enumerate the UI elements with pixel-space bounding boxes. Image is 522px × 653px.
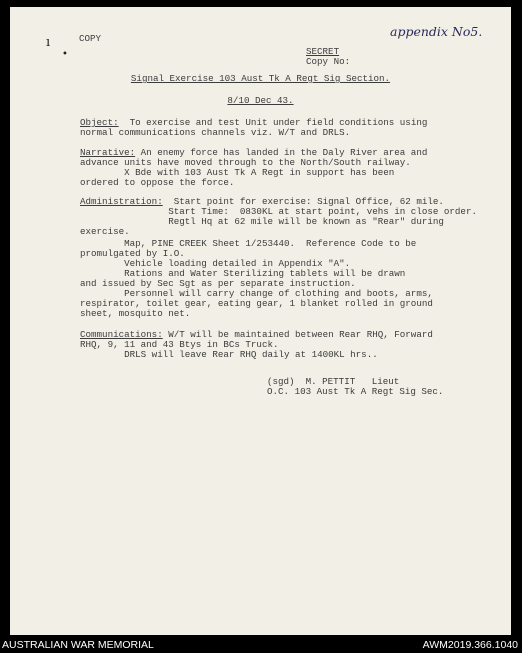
narrative-line: X Bde with 103 Aust Tk A Regt in support has been (80, 167, 395, 178)
communications-line: RHQ, 9, 11 and 43 Btys in BCs Truck. (80, 339, 279, 350)
narrative-heading: Narrative: (80, 147, 136, 158)
administration-line: promulgated by I.O. (80, 248, 185, 259)
footer-accession-number: AWM2019.366.1040 (422, 639, 518, 651)
signature-title: O.C. 103 Aust Tk A Regt Sig Sec. (267, 386, 444, 397)
secret-classification: SECRET (306, 46, 340, 57)
narrative-line: An enemy force has landed in the Daly River area and (135, 147, 428, 158)
administration-line: Map, PINE CREEK Sheet 1/253440. Reference Code to be (80, 238, 417, 249)
administration-line: sheet, mosquito net. (80, 308, 191, 319)
object-line: normal communications channels viz. W/T and DRLS. (80, 127, 351, 138)
handwritten-appendix-note: appendix No5. (390, 24, 483, 39)
administration-line: Start point for exercise: Signal Office, 62 mile. (162, 196, 444, 207)
signature-line: (sgd) M. PETTIT Lieut (267, 376, 400, 387)
administration-line: respirator, toilet gear, eating gear, 1 blanket rolled in ground (80, 298, 433, 309)
copy-number: Copy No: (306, 56, 351, 67)
object-line: To exercise and test Unit under field conditions using (118, 117, 428, 128)
administration-line: exercise. (80, 226, 130, 237)
administration-line: Rations and Water Sterilizing tablets will be drawn (80, 268, 406, 279)
administration-line: and issued by Sec Sgt as per separate instruction. (80, 278, 356, 289)
communications-heading: Communications: (80, 329, 163, 340)
document-page (10, 7, 511, 635)
communications-line: DRLS will leave Rear RHQ daily at 1400KL hrs.. (80, 349, 378, 360)
exercise-date: 8/10 Dec 43. (227, 95, 294, 106)
narrative-line: ordered to oppose the force. (80, 177, 235, 188)
narrative-line: advance units have moved through to the North/South railway. (80, 157, 411, 168)
administration-heading: Administration: (80, 196, 163, 207)
administration-line: Start Time: 0830KL at start point, vehs in close order. (80, 206, 477, 217)
object-heading: Object: (80, 117, 119, 128)
communications-line: W/T will be maintained between Rear RHQ, Forward (162, 329, 433, 340)
copy-label: COPY (79, 33, 102, 44)
margin-mark-small: • (62, 49, 68, 60)
footer-source: AUSTRALIAN WAR MEMORIAL (2, 639, 154, 651)
administration-line: Regtl Hq at 62 mile will be known as "Rear" during (80, 216, 444, 227)
document-title: Signal Exercise 103 Aust Tk A Regt Sig Section. (130, 73, 391, 84)
administration-line: Vehicle loading detailed in Appendix "A". (80, 258, 351, 269)
administration-line: Personnel will carry change of clothing and boots, arms, (80, 288, 433, 299)
margin-mark: ı (46, 35, 51, 50)
